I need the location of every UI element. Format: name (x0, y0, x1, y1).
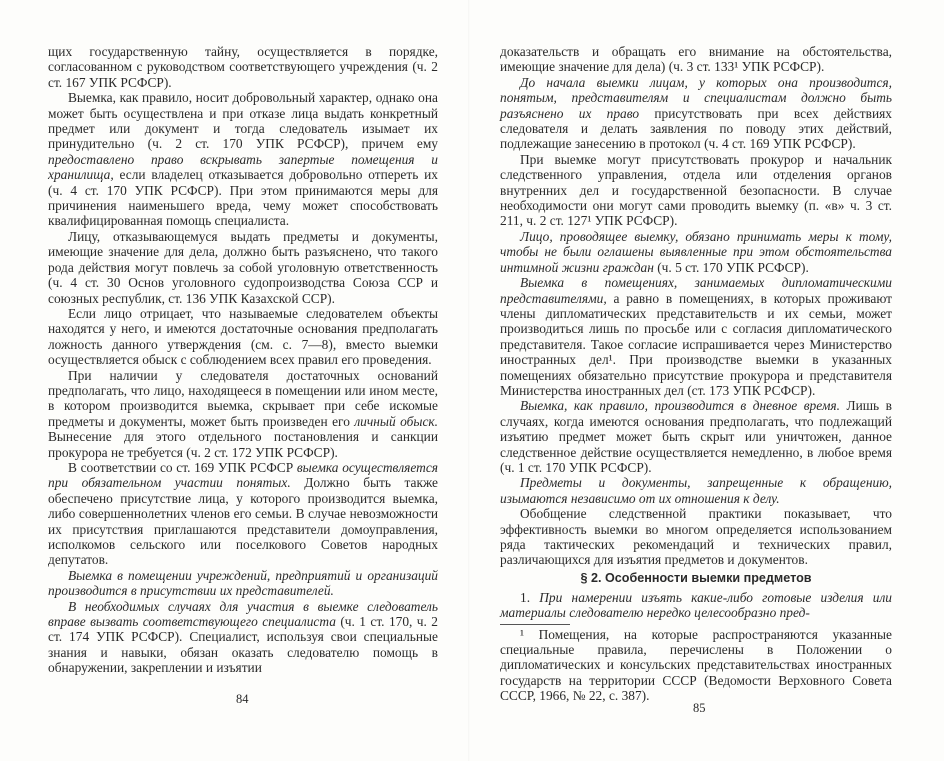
right-page-number: 85 (693, 701, 706, 715)
right-paragraph-3: При выемке могут присутствовать прокурор и начальник следственного управления, отдела или отделения органов внутренних дел и государственной безопасности. В случае необходимости они могут сами проводить выемку (п. «в» ч. 3 ст. 211, ч. 2 ст. 127¹ УПК РСФСР). (500, 151, 892, 229)
left-page-number: 84 (236, 692, 249, 706)
section-heading: § 2. Особенности выемки предметов (580, 570, 812, 585)
right-page (500, 44, 892, 704)
gutter-shadow (468, 0, 470, 761)
left-paragraph-1: щих государственную тайну, осуществляется в порядке, согласованном с руководством соответствующего учреждения (ч. 2 ст. 167 УПК РСФСР). (48, 44, 438, 90)
footnote: ¹ Помещения, на которые распространяются указанные специальные правила, перечислены в Положении о дипломатических и консульских представительствах иностранных государств на территории СССР (Ведомости Верховного Совета СССР, 1966, № 22, с. 387). (500, 626, 892, 704)
right-paragraph-7: Предметы и документы, запрещенные к обращению, изымаются независимо от их отношения к делу. (500, 475, 892, 506)
right-paragraph-9: 1. При намерении изъять какие-либо готовые изделия или материалы следователю нередко целесообразно пред- (500, 589, 892, 621)
left-paragraph-4: Если лицо отрицает, что называемые следователем объекты находятся у него, и имеются достаточные основания предполагать ложность данного утверждения (см. с. 7—8), вместо выемки осуществляется обыск с соблюдением всех правил его проведения. (48, 305, 438, 368)
left-paragraph-7: Выемка в помещении учреждений, предприятий и организаций производится в присутствии их представителей. (48, 567, 438, 599)
right-paragraph-8: Обобщение следственной практики показывает, что эффективность выемки во многом определяется использованием ряда тактических рекомендаций и технических правил, различающихся для изъятия предметов и документов. (500, 506, 892, 568)
left-paragraph-8: В необходимых случаях для участия в выемке следователь вправе вызвать соответствующего специалиста (ч. 1 ст. 170, ч. 2 ст. 174 УПК РСФСР). Специалист, используя свои специальные знания и навыки, обязан оказать следователю помощь в обнаружении, закреплении и изъятии (48, 598, 438, 676)
left-paragraph-5: При наличии у следователя достаточных оснований предполагать, что лицо, находящееся в помещении или ином месте, в котором производится выемка, скрывает при себе искомые предметы и документы, может быть произведен его личный обыск. Вынесение для этого отдельного постановления и санкции прокурора не требуется (ч. 2 ст. 172 УПК РСФСР). (48, 367, 438, 460)
left-paragraph-6: В соответствии со ст. 169 УПК РСФСР выемка осуществляется при обязательном участии понятых. Должно быть также обеспечено присутствие лица, у которого производится выемка, либо совершеннолетних членов его семьи. В случае невозможности их присутствия приглашаются представители домоуправления, исполкомов сельского или поселкового Советов народных депутатов. (48, 459, 438, 568)
left-paragraph-2: Выемка, как правило, носит добровольный характер, однако она может быть осуществлена и при отказе лица выдать конкретный предмет или документ и тогда следователь изымает их принудительно (ч. 2 ст. 170 УПК РСФСР), причем ему предоставлено право вскрывать запертые помещения и хранилища, если владелец отказывается добровольно отпереть их (ч. 4 ст. 170 УПК РСФСР). При этом принимаются меры для причинения наименьшего вреда, чему может способствовать квалифицированная помощь специалиста. (48, 90, 438, 229)
right-paragraph-6: Выемка, как правило, производится в дневное время. Лишь в случаях, когда имеются основания предполагать, что подлежащий изъятию предмет может быть скрыт или уничтожен, данное следственное действие осуществляется немедленно, в любое время (ч. 1 ст. 170 УПК РСФСР). (500, 398, 893, 475)
right-paragraph-1: доказательств и обращать его внимание на обстоятельства, имеющие значение для дела) (ч. 3 ст. 133¹ УПК РСФСР). (500, 44, 892, 75)
left-paragraph-3: Лицу, отказывающемуся выдать предметы и документы, имеющие значение для дела, должно быть разъяснено, что такого рода действия могут повлечь за собой уголовную ответственность (ч. 4 ст. 30 Основ уголовного судопроизводства Союза ССР и союзных республик, ст. 136 УПК Казахской ССР). (48, 228, 438, 306)
right-paragraph-5: Выемка в помещениях, занимаемых дипломатическими представителями, а равно в помещениях, в которых проживают члены дипломатических представительств и их семьи, может производиться лишь по просьбе или с согласия дипломатического представителя. Такое согласие испрашивается через Министерство иностранных дел¹. При производстве выемки в указанных помещениях обязательно присутствие прокурора и представителя Министерства иностранных дел (ст. 173 УПК РСФСР). (500, 275, 892, 398)
right-paragraph-4: Лицо, проводящее выемку, обязано принимать меры к тому, чтобы не были оглашены выявленные при этом обстоятельства интимной жизни граждан (ч. 5 ст. 170 УПК РСФСР). (500, 228, 892, 275)
left-page (48, 44, 438, 676)
footnote-divider (500, 624, 570, 625)
right-paragraph-2: До начала выемки лицам, у которых она производится, понятым, представителям и специалистам должно быть разъяснено их право присутствовать при всех действиях следователя и делать заявления по поводу этих действий, подлежащие занесению в протокол (ч. 4 ст. 169 УПК РСФСР). (500, 74, 892, 152)
